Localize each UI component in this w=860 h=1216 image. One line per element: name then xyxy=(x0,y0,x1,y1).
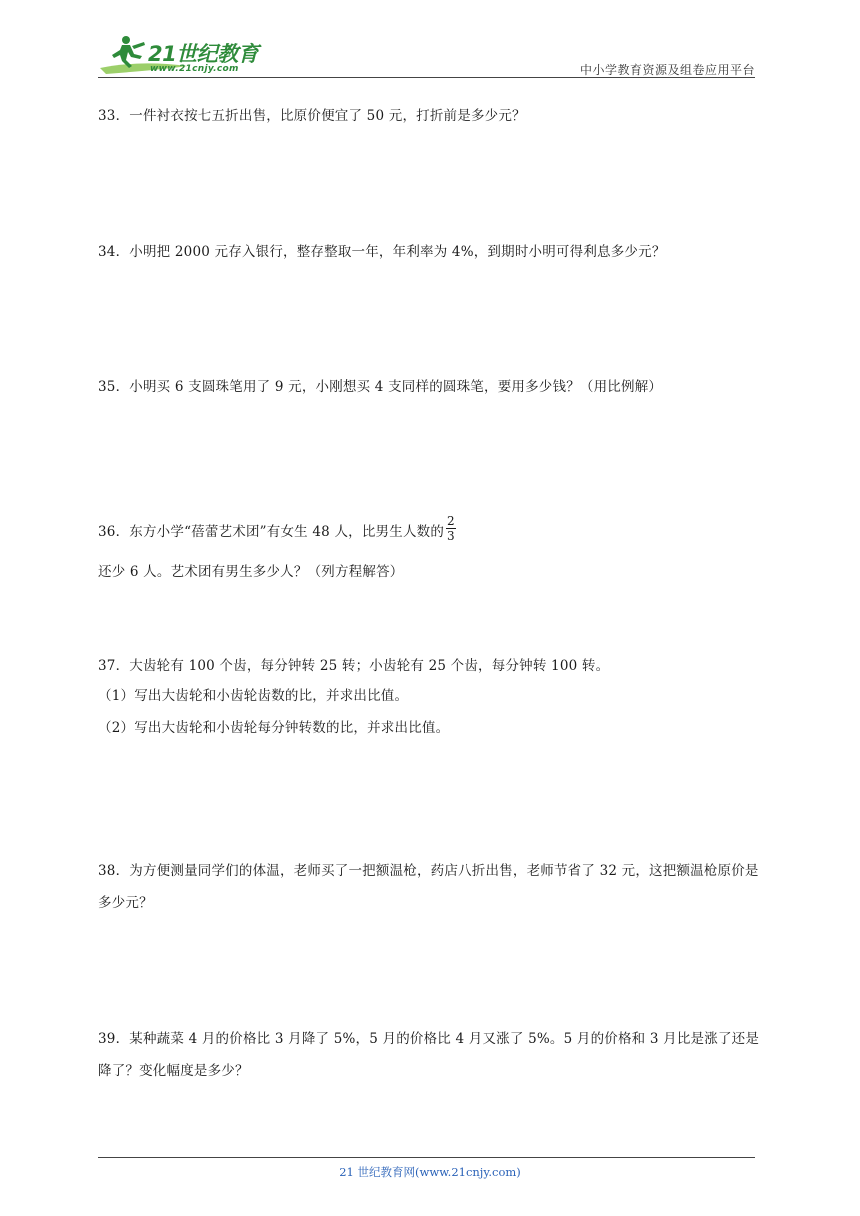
question-text: 37．大齿轮有 100 个齿，每分钟转 25 转；小齿轮有 25 个齿，每分钟转 100 转。 xyxy=(98,658,610,674)
logo-url: www.21cnjy.com xyxy=(150,64,239,74)
footer-link[interactable]: 21 世纪教育网(www.21cnjy.com) xyxy=(339,1165,521,1179)
question-text xyxy=(98,512,760,592)
fraction-denominator: 3 xyxy=(447,529,455,543)
question-34 xyxy=(98,238,760,266)
header-divider xyxy=(98,77,755,78)
question-text: 38．为方便测量同学们的体温，老师买了一把额温枪，药店八折出售，老师节省了 32 元，这把额温枪原价是多少元？ xyxy=(98,863,759,911)
question-text: 35．小明买 6 支圆珠笔用了 9 元，小刚想买 4 支同样的圆珠笔，要用多少钱？（用比例解） xyxy=(98,379,663,395)
platform-label: 中小学教育资源及组卷应用平台 xyxy=(579,63,755,77)
question-text: 34．小明把 2000 元存入银行，整存整取一年，年利率为 4%，到期时小明可得利息多少元？ xyxy=(98,244,666,260)
question-35 xyxy=(98,373,760,401)
question-39 xyxy=(98,1023,760,1087)
sub-question-2: （2）写出大齿轮和小齿轮每分钟转数的比，并求出比值。 xyxy=(98,720,450,736)
fraction-numerator: 2 xyxy=(447,514,455,528)
question-33 xyxy=(98,102,760,130)
question-38 xyxy=(98,855,760,919)
footer-divider xyxy=(98,1157,755,1158)
question-36 xyxy=(98,512,760,592)
question-text: 39．某种蔬菜 4 月的价格比 3 月降了 5%，5 月的价格比 4 月又涨了 5%。5 月的价格和 3 月比是涨了还是降了？变化幅度是多少？ xyxy=(98,1031,760,1079)
logo-text: 21世纪教育 xyxy=(148,42,259,66)
fraction xyxy=(446,514,456,543)
question-37 xyxy=(98,652,760,744)
question-text-before: 36．东方小学“蓓蕾艺术团”有女生 48 人，比男生人数的 xyxy=(98,524,445,540)
question-text: 33．一件衬衣按七五折出售，比原价便宜了 50 元，打折前是多少元？ xyxy=(98,108,526,124)
question-text-after: 还少 6 人。艺术团有男生多少人？（列方程解答） xyxy=(98,564,404,580)
page-header xyxy=(98,30,755,78)
site-logo xyxy=(98,30,268,78)
sub-question-1: （1）写出大齿轮和小齿轮齿数的比，并求出比值。 xyxy=(98,688,409,704)
